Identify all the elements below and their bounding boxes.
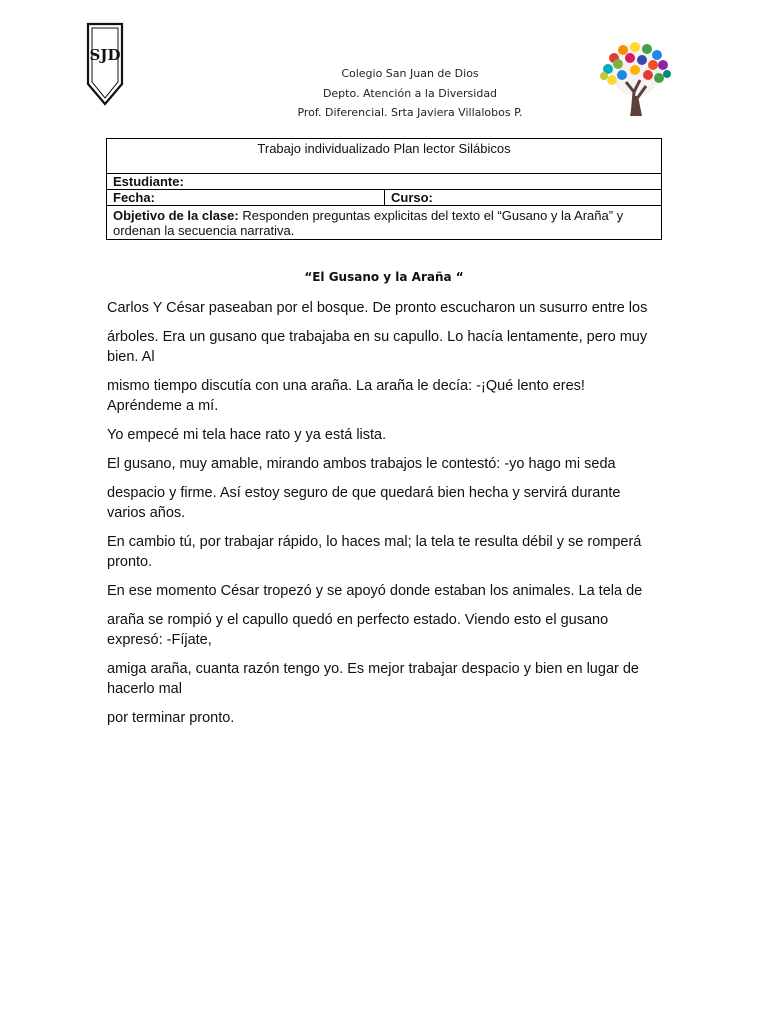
objective-text: Responden preguntas explicitas del texto el “Gusano y la Araña” y ordenan la secuencia narrativa.: [113, 208, 624, 238]
school-name: Colegio San Juan de Dios: [341, 67, 479, 80]
story-paragraph: por terminar pronto.: [107, 710, 235, 726]
story-paragraph: Carlos Y César paseaban por el bosque. De pronto escucharon un susurro entre los: [107, 300, 648, 316]
story-paragraph: araña se rompió y el capullo quedó en perfecto estado. Viendo esto el gusano expresó: -Fíjate,: [107, 612, 609, 648]
course-field: Curso:: [385, 190, 662, 206]
department-name: Depto. Atención a la Diversidad: [322, 86, 498, 100]
teacher-name: Prof. Diferencial. Srta Javiera Villalobos P.: [297, 106, 523, 119]
story-body: [107, 298, 663, 737]
story-paragraph: En cambio tú, por trabajar rápido, lo haces mal; la tela te resulta débil y se romperá pronto.: [107, 534, 642, 570]
logo-monogram: SJD: [89, 46, 121, 64]
assignment-info-table: [106, 138, 662, 240]
story-paragraph: árboles. Era un gusano que trabajaba en su capullo. Lo hacía lentamente, pero muy bien. Al: [107, 329, 648, 365]
school-header: [250, 64, 570, 123]
story-paragraph: Yo empecé mi tela hace rato y ya está lista.: [107, 427, 387, 443]
story-paragraph: mismo tiempo discutía con una araña. La araña le decía: -¡Qué lento eres! Apréndeme a mí.: [107, 378, 585, 414]
objective-label: Objetivo de la clase:: [113, 208, 239, 223]
class-objective: [107, 206, 662, 240]
story-paragraph: amiga araña, cuanta razón tengo yo. Es mejor trabajar despacio y bien en lugar de hacerlo mal: [107, 661, 639, 697]
story-paragraph: En ese momento César tropezó y se apoyó donde estaban los animales. La tela de: [107, 583, 643, 599]
student-field: Estudiante:: [107, 174, 662, 190]
story-title: “El Gusano y la Araña “: [304, 270, 464, 284]
school-shield-logo: [86, 22, 124, 106]
assignment-title: Trabajo individualizado Plan lector Silábicos: [107, 139, 662, 174]
tree-logo: [590, 40, 682, 118]
date-field: Fecha:: [107, 190, 385, 206]
story-paragraph: despacio y firme. Así estoy seguro de que quedará bien hecha y servirá durante varios años.: [107, 485, 621, 521]
story-paragraph: El gusano, muy amable, mirando ambos trabajos le contestó: -yo hago mi seda: [107, 456, 616, 472]
